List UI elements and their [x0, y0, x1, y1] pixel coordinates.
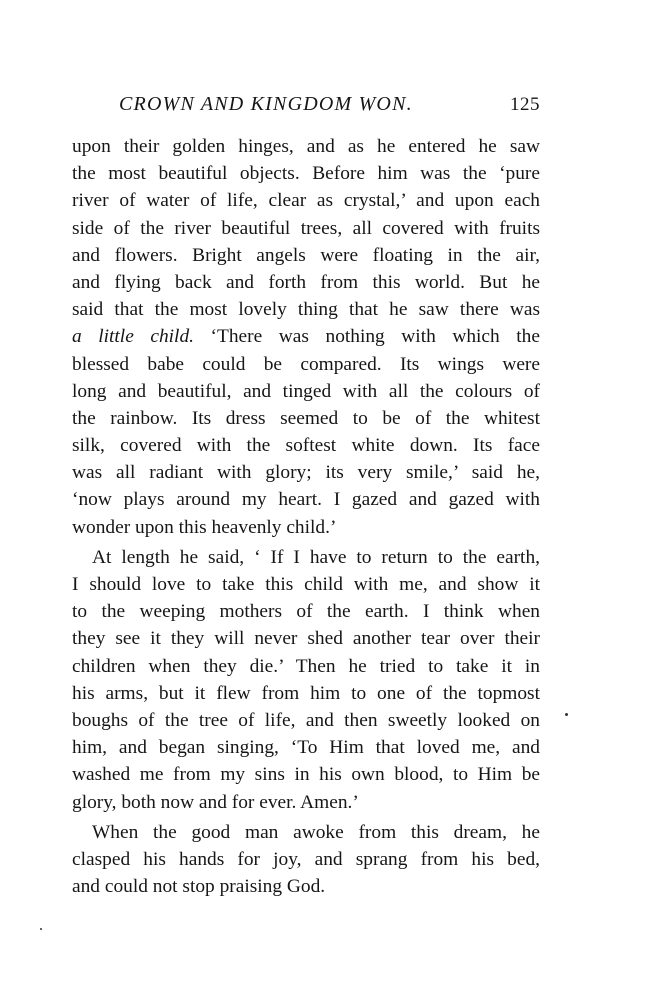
text-line: side of the river beautiful trees, all covered with fruits [72, 217, 540, 239]
text-line: and could not stop praising God. [72, 876, 326, 898]
text-line: him, and began singing, ‘To Him that loved me, and [72, 737, 540, 759]
text-line: washed me from my sins in his own blood, to Him be [72, 764, 540, 786]
text-line: silk, covered with the softest white down. Its face [72, 435, 540, 457]
text-line: wonder upon this heavenly child.’ [72, 516, 337, 538]
text-line: clasped his hands for joy, and sprang from his bed, [72, 848, 540, 870]
page-number: 125 [510, 94, 540, 115]
text-line: they see it they will never shed another tear over their [72, 628, 540, 650]
text-line: blessed babe could be compared. Its wings were [72, 353, 540, 375]
text-line: river of water of life, clear as crystal,’ and upon each [72, 190, 540, 212]
text-line: said that the most lovely thing that he saw there was [72, 299, 540, 321]
text-line: I should love to take this child with me, and show it [72, 574, 540, 595]
text-line: boughs of the tree of life, and then sweetly looked on [72, 709, 540, 731]
paragraph-start: At length he said, ‘ If I have to return to the earth, [92, 546, 540, 568]
text-line: children when they die.’ Then he tried to take it in [72, 655, 540, 677]
text-line: was all radiant with glory; its very smile,’ said he, [72, 462, 540, 484]
body-text [72, 133, 540, 900]
emphasized-phrase: a little child. [72, 326, 194, 348]
line-remainder: ‘There was nothing with which the [193, 326, 540, 348]
text-line: glory, both now and for ever. Amen.’ [72, 791, 359, 813]
text-line: his arms, but it flew from him to one of the topmost [72, 682, 540, 704]
text-line: the most beautiful objects. Before him was the ‘pure [72, 163, 540, 185]
ink-speck [565, 713, 568, 716]
text-line: and flowers. Bright angels were floating in the air, [72, 244, 540, 266]
text-line-with-emphasis [72, 323, 540, 350]
running-title: CROWN AND KINGDOM WON. [119, 93, 413, 115]
text-line: the rainbow. Its dress seemed to be of the whitest [72, 407, 540, 429]
text-line: and flying back and forth from this world. But he [72, 271, 540, 293]
text-line: upon their golden hinges, and as he entered he saw [72, 136, 540, 157]
running-head [72, 93, 540, 123]
text-line: long and beautiful, and tinged with all the colours of [72, 380, 540, 402]
ink-speck [40, 928, 42, 930]
text-line: to the weeping mothers of the earth. I think when [72, 601, 540, 623]
paragraph-start: When the good man awoke from this dream, he [92, 821, 540, 843]
text-line: ‘now plays around my heart. I gazed and gazed with [72, 489, 540, 511]
